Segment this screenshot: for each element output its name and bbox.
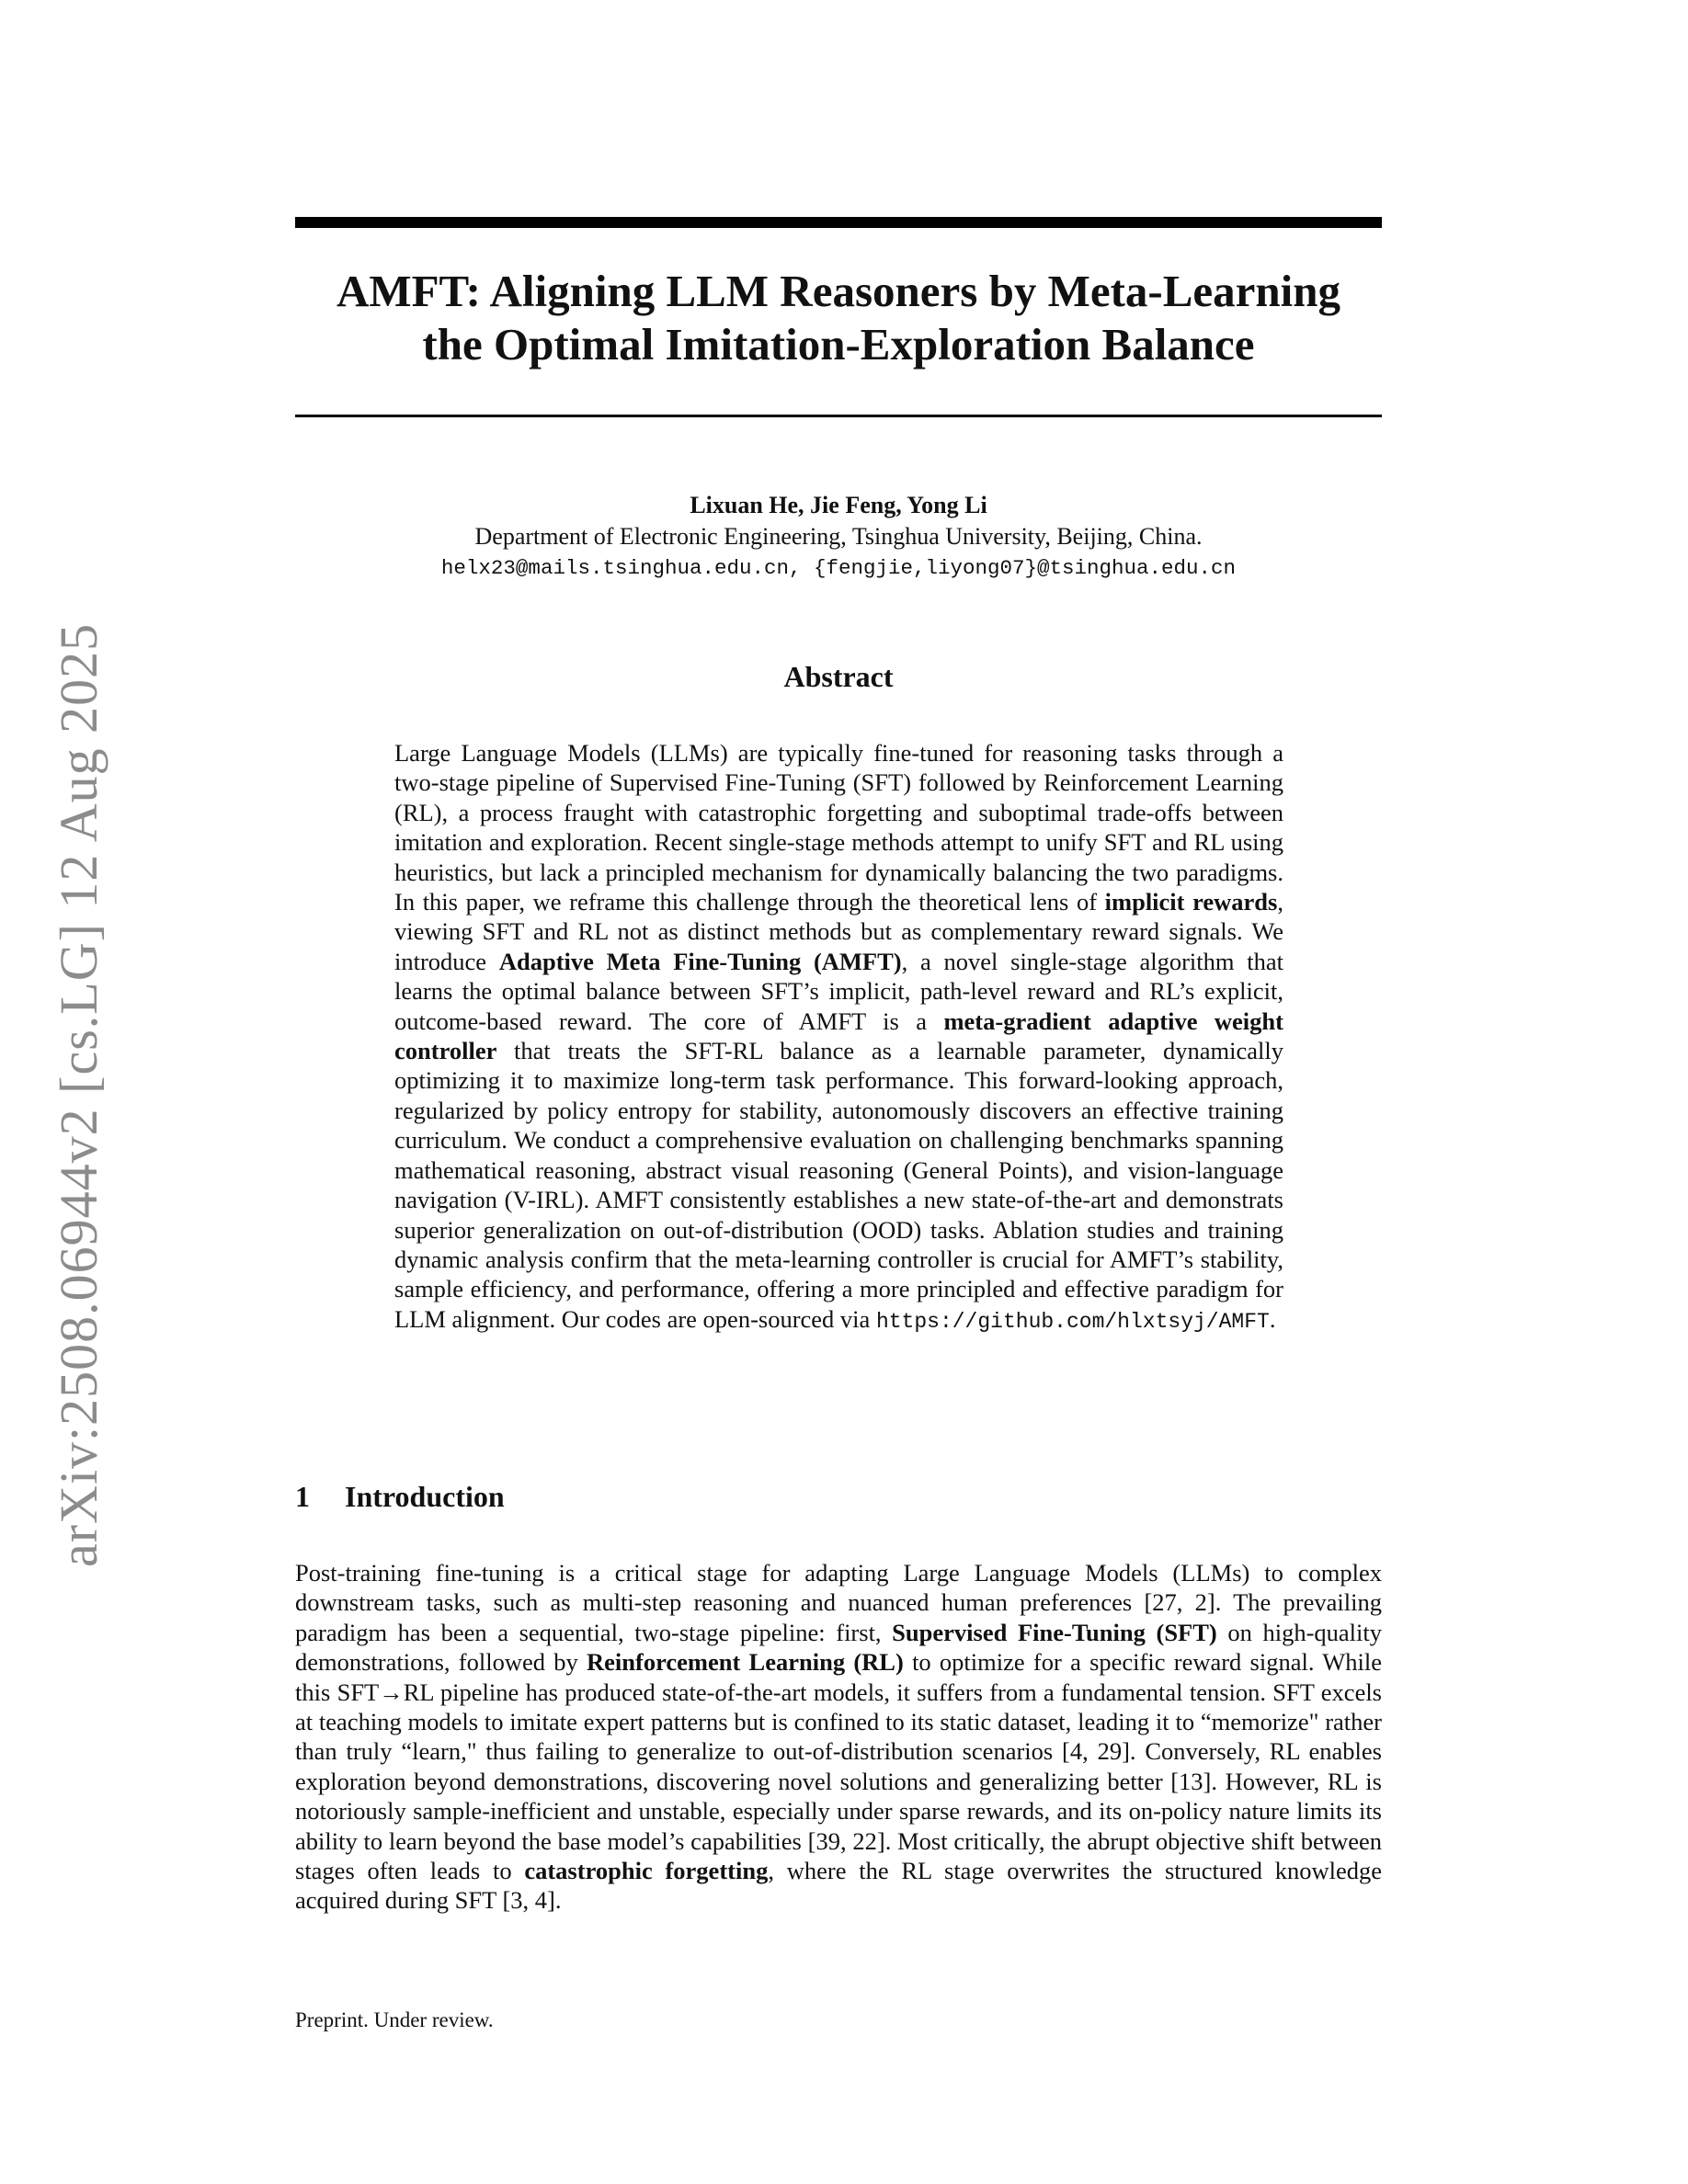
abstract-emphasis: implicit rewards: [1104, 888, 1278, 916]
preprint-footer-note: Preprint. Under review.: [295, 2008, 494, 2031]
title-line-1: AMFT: Aligning LLM Reasoners by Meta-Learning: [336, 266, 1341, 316]
intro-emphasis: Supervised Fine-Tuning (SFT): [892, 1618, 1217, 1646]
author-list: Lixuan He, Jie Feng, Yong Li: [690, 492, 987, 518]
section-number: 1: [295, 1480, 310, 1513]
intro-text-part: to optimize for a specific reward signal. While this SFT→RL pipeline has produced state-of-the-art models, it suffers from a fundamental tension. SFT excels at teaching models to imitate expert patterns but is confined to its static dataset, leading it to “memorize" rather than truly “learn," thus failing to generalize to out-of-distribution scenarios [4, 29]. Conversely, RL enables exploration beyond demonstrations, discovering novel solutions and generalizing better [13]. However, RL is notoriously sample-inefficient and unstable, especially under sparse rewards, and its on-policy nature limits its ability to learn beyond the base model’s capabilities [39, 22]. Most critically, the abrupt objective shift between stages often leads to: [295, 1648, 1383, 1885]
intro-text-part: Post-training fine-tuning is a critical stage for adapting Large Language Models (LLMs) to complex downstream tasks, such as multi-step reasoning and nuanced human preferences [27, 2]. The prevailing paradigm has been a sequential, two-stage pipeline: first,: [295, 1559, 1382, 1646]
code-repository-link[interactable]: https://github.com/hlxtsyj/AMFT: [875, 1309, 1270, 1334]
introduction-paragraph: [295, 1558, 1382, 1916]
abstract-text-part: , a novel single-stage algorithm that learns the optimal balance between SFT’s implicit, path-level reward and RL’s explicit, outcome-based reward. The core of AMFT is a: [394, 947, 1283, 1035]
abstract-emphasis: meta-gradient adaptive weight controller: [394, 1007, 1283, 1065]
abstract-text-part: Large Language Models (LLMs) are typically fine-tuned for reasoning tasks through a two-stage pipeline of Supervised Fine-Tuning (SFT) followed by Reinforcement Learning (RL), a process fraught with catastrophic forgetting and suboptimal trade-offs between imitation and exploration. Recent single-stage methods attempt to unify SFT and RL using heuristics, but lack a principled mechanism for dynamically balancing the two paradigms. In this paper, we reframe this challenge through the theoretical lens of: [394, 739, 1283, 916]
title-bottom-rule: [295, 415, 1382, 417]
abstract-emphasis: Adaptive Meta Fine-Tuning (AMFT): [498, 947, 902, 975]
author-affiliation: Department of Electronic Engineering, Tsinghua University, Beijing, China.: [474, 523, 1203, 550]
section-heading-introduction: [295, 1478, 1382, 1515]
abstract-text-part: .: [1269, 1304, 1276, 1333]
intro-text-part: on high-quality demonstrations, followed by: [295, 1618, 1383, 1677]
abstract-text: [394, 738, 1283, 1337]
intro-text-part: , where the RL stage overwrites the structured knowledge acquired during SFT [3, 4].: [295, 1857, 1382, 1915]
abstract-text-part: that treats the SFT-RL balance as a learnable parameter, dynamically optimizing it to maximize long-term task performance. This forward-looking approach, regularized by policy entropy for stability, autonomously discovers an effective training curriculum. We conduct a comprehensive evaluation on challenging benchmarks spanning mathematical reasoning, abstract visual reasoning (General Points), and vision-language navigation (V-IRL). AMFT consistently establishes a new state-of-the-art and demonstrats superior generalization on out-of-distribution (OOD) tasks. Ablation studies and training dynamic analysis confirm that the meta-learning controller is crucial for AMFT’s stability, sample efficiency, and performance, offering a more principled and effective paradigm for LLM alignment. Our codes are open-sourced via: [394, 1037, 1283, 1333]
intro-emphasis: catastrophic forgetting: [524, 1857, 769, 1885]
intro-emphasis: Reinforcement Learning (RL): [587, 1648, 904, 1677]
title-line-2: the Optimal Imitation-Exploration Balance: [422, 319, 1255, 370]
arxiv-identifier-stamp: arXiv:2508.06944v2 [cs.LG] 12 Aug 2025: [49, 622, 108, 1567]
paper-title: [295, 265, 1382, 371]
title-top-rule: [295, 217, 1382, 228]
author-emails: helx23@mails.tsinghua.edu.cn, {fengjie,liyong07}@tsinghua.edu.cn: [440, 556, 1237, 580]
section-title: Introduction: [345, 1480, 505, 1513]
abstract-heading: Abstract: [783, 660, 894, 693]
abstract-text-part: , viewing SFT and RL not as distinct methods but as complementary reward signals. We introduce: [394, 888, 1283, 975]
